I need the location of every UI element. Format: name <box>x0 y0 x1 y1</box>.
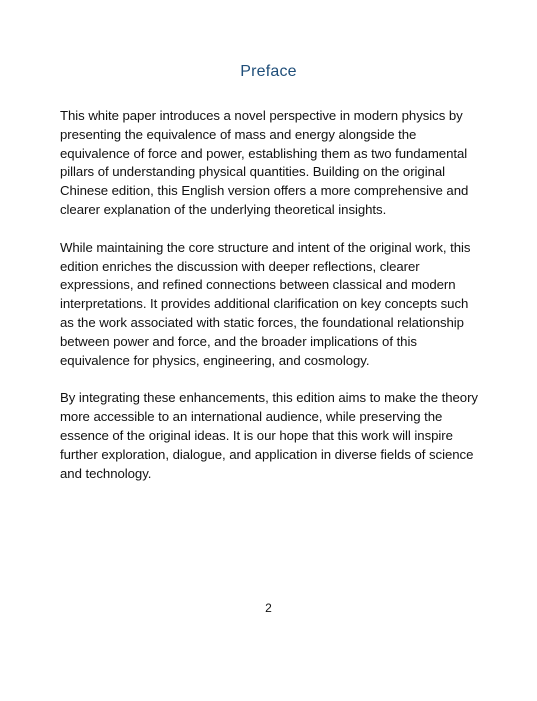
page-number: 2 <box>265 601 272 615</box>
body-text <box>60 107 485 502</box>
paragraph-3: By integrating these enhancements, this edition aims to make the theory more accessible to an international audience, while preserving the essence of the original ideas. It is our hope that this work will inspire further exploration, dialogue, and application in diverse fields of science and technology. <box>60 390 478 481</box>
page-title: Preface <box>240 63 297 80</box>
paragraph-2: While maintaining the core structure and intent of the original work, this edition enriches the discussion with deeper reflections, clearer expressions, and refined connections between classical and modern interpretations. It provides additional clarification on key concepts such as the work associated with static forces, the foundational relationship between power and force, and the broader implications of this equivalence for physics, engineering, and cosmology. <box>60 239 471 368</box>
paragraph-1: This white paper introduces a novel perspective in modern physics by presenting the equivalence of mass and energy alongside the equivalence of force and power, establishing them as two fundamental pillars of understanding physical quantities. Building on the original Chinese edition, this English version offers a more comprehensive and clearer explanation of the underlying theoretical insights. <box>60 108 469 217</box>
